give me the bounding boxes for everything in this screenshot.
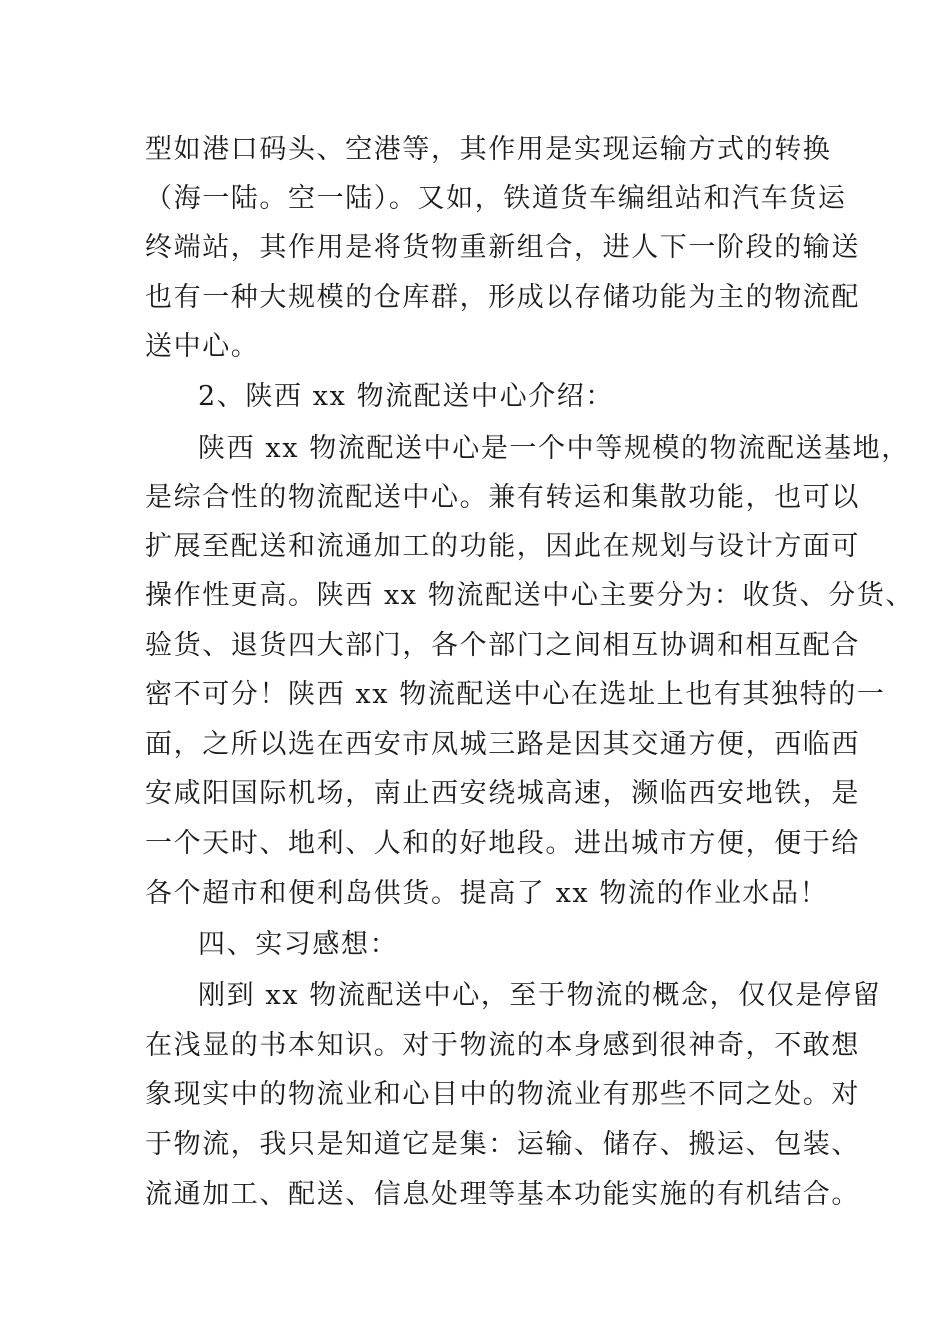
paragraph-line: 安咸阳国际机场，南止西安绕城高速，濒临西安地铁，是: [145, 778, 860, 809]
paragraph-line: 操作性更高。陕西 xx 物流配送中心主要分为：收货、分货、: [145, 580, 915, 611]
paragraph-line: 终端站，其作用是将货物重新组合，进人下一阶段的输送: [145, 232, 860, 263]
paragraph-line: 流通加工、配送、信息处理等基本功能实施的有机结合。: [145, 1179, 860, 1210]
paragraph-line: （海一陆。空一陆）。又如，铁道货车编组站和汽车货运: [145, 183, 847, 214]
paragraph-line: 刚到 xx 物流配送中心，至于物流的概念，仅仅是停留: [198, 980, 882, 1011]
paragraph-line: 象现实中的物流业和心目中的物流业有那些不同之处。对: [145, 1079, 860, 1110]
paragraph-line: 扩展至配送和流通加工的功能，因此在规划与设计方面可: [145, 531, 860, 562]
paragraph-line: 也有一种大规模的仓库群，形成以存储功能为主的物流配: [145, 282, 860, 313]
paragraph-line: 在浅显的书本知识。对于物流的本身感到很神奇，不敢想: [145, 1030, 860, 1061]
section-heading: 2、陕西 xx 物流配送中心介绍：: [198, 381, 614, 412]
paragraph-line: 面，之所以选在西安市凤城三路是因其交通方便，西临西: [145, 729, 860, 760]
paragraph-line: 型如港口码头、空港等，其作用是实现运输方式的转换: [145, 134, 832, 165]
paragraph-line: 密不可分！陕西 xx 物流配送中心在选址上也有其独特的一: [145, 679, 886, 710]
paragraph-line: 是综合性的物流配送中心。兼有转运和集散功能，也可以: [145, 482, 860, 513]
paragraph-line: 一个天时、地利、人和的好地段。进出城市方便，便于给: [145, 828, 860, 859]
paragraph-line: 送中心。: [145, 331, 260, 362]
paragraph-line: 陕西 xx 物流配送中心是一个中等规模的物流配送基地，: [198, 433, 910, 464]
paragraph-line: 于物流，我只是知道它是集：运输、储存、搬运、包装、: [145, 1129, 860, 1160]
paragraph-line: 验货、退货四大部门，各个部门之间相互协调和相互配合: [145, 630, 860, 661]
section-heading: 四、实习感想：: [198, 929, 399, 960]
paragraph-line: 各个超市和便利岛供货。提高了 xx 物流的作业水品！: [145, 878, 829, 909]
